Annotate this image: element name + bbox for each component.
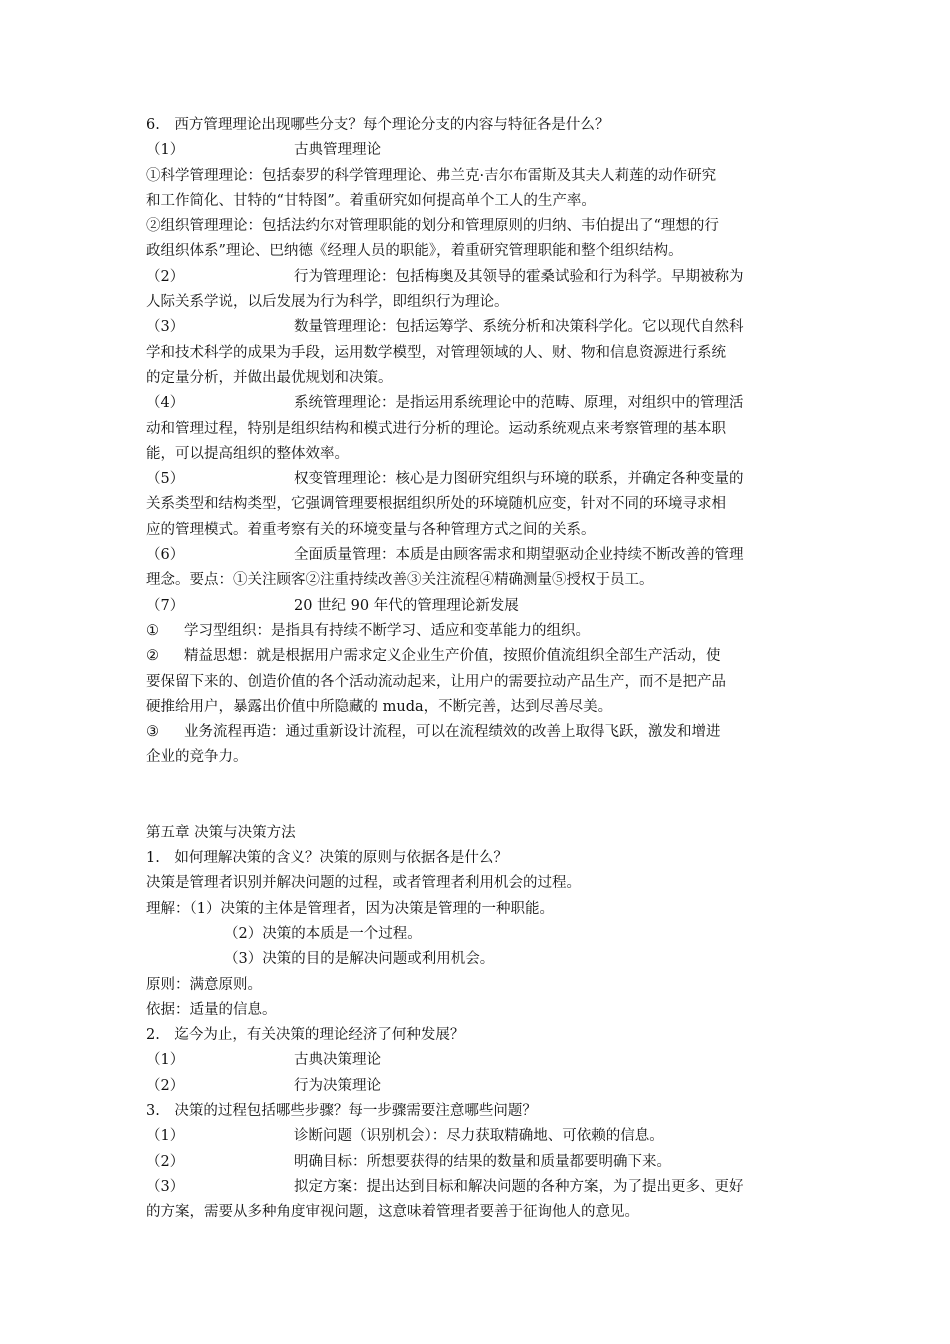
circled-number: ① [146, 622, 159, 639]
item-7-heading [146, 594, 810, 619]
chapter-5-title: 第五章 决策与决策方法 [146, 824, 296, 841]
q3-item-3-line-1 [146, 1175, 810, 1200]
item-number: （1） [146, 1128, 185, 1145]
item-number: （7） [146, 597, 185, 614]
understanding-1: 理解：（1）决策的主体是管理者，因为决策是管理的一种职能。 [146, 900, 554, 917]
decision-principle: 原则：满意原则。 [146, 976, 262, 993]
ch5-question-1: 1. 如何理解决策的含义？决策的原则与依据各是什么？ [146, 850, 508, 867]
item-text: 精益思想：就是根据用户需求定义企业生产价值，按照价值流组织全部生产活动，使 [184, 648, 721, 665]
item-6-line-1 [146, 543, 810, 568]
document-page [146, 113, 810, 1225]
circled-number: ③ [146, 724, 159, 741]
ch5-question-3: 3. 决策的过程包括哪些步骤？每一步骤需要注意哪些问题？ [146, 1102, 537, 1119]
understanding-3: （3）决策的目的是解决问题或利用机会。 [224, 951, 495, 968]
q3-item-1 [146, 1124, 810, 1149]
scientific-management-line-2: 和工作简化、甘特的“甘特图”。着重研究如何提高单个工人的生产率。 [146, 192, 596, 209]
item-number: （4） [146, 395, 185, 412]
item-text: 行为决策理论 [294, 1077, 381, 1094]
item-3-line-2: 学和技术科学的成果为手段，运用数学模型，对管理领域的人、财、物和信息资源进行系统 [146, 344, 726, 361]
item-number: （6） [146, 547, 185, 564]
item-text: 全面质量管理：本质是由顾客需求和期望驱动企业持续不断改善的管理 [294, 547, 744, 564]
item-text: 业务流程再造：通过重新设计流程，可以在流程绩效的改善上取得飞跃，激发和增进 [184, 724, 721, 741]
lean-thinking-line-3: 硬推给用户，暴露出价值中所隐藏的 muda，不断完善，达到尽善尽美。 [146, 698, 613, 715]
learning-organization-line [146, 619, 810, 644]
item-6-line-2: 理念。要点：①关注顾客②注重持续改善③关注流程④精确测量⑤授权于员工。 [146, 572, 654, 589]
item-text: 数量管理理论：包括运筹学、系统分析和决策科学化。它以现代自然科 [294, 319, 744, 336]
q2-item-1 [146, 1048, 810, 1073]
item-3-line-3: 的定量分析，并做出最优规划和决策。 [146, 369, 393, 386]
item-2-line-2: 人际关系学说，以后发展为行为科学，即组织行为理论。 [146, 294, 509, 311]
item-title: 20 世纪 90 年代的管理理论新发展 [294, 597, 519, 614]
item-4-line-3: 能，可以提高组织的整体效率。 [146, 445, 349, 462]
item-number: （5） [146, 471, 185, 488]
scientific-management-line-1: ①科学管理理论：包括泰罗的科学管理理论、弗兰克·吉尔布雷斯及其夫人莉莲的动作研究 [146, 167, 717, 184]
item-number: （2） [146, 268, 185, 285]
q3-item-3-line-2: 的方案，需要从多种角度审视问题，这意味着管理者要善于征询他人的意见。 [146, 1204, 639, 1221]
item-title: 古典管理理论 [294, 142, 381, 159]
item-text: 古典决策理论 [294, 1052, 381, 1069]
item-text: 行为管理理论：包括梅奥及其领导的霍桑试验和行为科学。早期被称为 [294, 268, 744, 285]
item-5-line-1 [146, 467, 810, 492]
item-5-line-3: 应的管理模式。着重考察有关的环境变量与各种管理方式之间的关系。 [146, 521, 596, 538]
bpr-line-1 [146, 720, 810, 745]
item-4-line-1 [146, 391, 810, 416]
item-number: （2） [146, 1153, 185, 1170]
q3-item-2 [146, 1150, 810, 1175]
ch5-question-2: 2. 迄今为止，有关决策的理论经济了何种发展？ [146, 1027, 465, 1044]
lean-thinking-line-1 [146, 644, 810, 669]
item-number: （1） [146, 1052, 185, 1069]
item-5-line-2: 关系类型和结构类型，它强调管理要根据组织所处的环境随机应变，针对不同的环境寻求相 [146, 496, 726, 513]
item-text: 诊断问题（识别机会）：尽力获取精确地、可依赖的信息。 [294, 1128, 664, 1145]
item-text: 权变管理理论：核心是力图研究组织与环境的联系，并确定各种变量的 [294, 471, 744, 488]
understanding-2: （2）决策的本质是一个过程。 [224, 925, 422, 942]
organization-management-line-1: ②组织管理理论：包括法约尔对管理职能的划分和管理原则的归纳、韦伯提出了“理想的行 [146, 218, 719, 235]
item-number: （3） [146, 1178, 185, 1195]
section-gap [146, 771, 810, 821]
question-6: 6. 西方管理理论出现哪些分支？每个理论分支的内容与特征各是什么？ [146, 117, 610, 133]
item-3-line-1 [146, 315, 810, 340]
item-number: （3） [146, 319, 185, 336]
item-text: 学习型组织：是指具有持续不断学习、适应和变革能力的组织。 [184, 622, 590, 639]
item-number: （2） [146, 1077, 185, 1094]
item-text: 明确目标：所想要获得的结果的数量和质量都要明确下来。 [294, 1153, 671, 1170]
item-4-line-2: 动和管理过程，特别是组织结构和模式进行分析的理论。运动系统观点来考察管理的基本职 [146, 420, 726, 437]
lean-thinking-line-2: 要保留下来的、创造价值的各个活动流动起来，让用户的需要拉动产品生产，而不是把产品 [146, 673, 726, 690]
q2-item-2 [146, 1074, 810, 1099]
decision-definition: 决策是管理者识别并解决问题的过程，或者管理者利用机会的过程。 [146, 875, 581, 892]
item-2-line-1 [146, 265, 810, 290]
item-number: （1） [146, 142, 185, 159]
bpr-line-2: 企业的竞争力。 [146, 749, 248, 766]
organization-management-line-2: 政组织体系”理论、巴纳德《经理人员的职能》，着重研究管理职能和整个组织结构。 [146, 243, 683, 260]
item-1-heading [146, 138, 810, 163]
item-text: 拟定方案：提出达到目标和解决问题的各种方案，为了提出更多、更好 [294, 1178, 744, 1195]
decision-basis: 依据：适量的信息。 [146, 1001, 277, 1018]
circled-number: ② [146, 648, 159, 665]
item-text: 系统管理理论：是指运用系统理论中的范畴、原理，对组织中的管理活 [294, 395, 744, 412]
